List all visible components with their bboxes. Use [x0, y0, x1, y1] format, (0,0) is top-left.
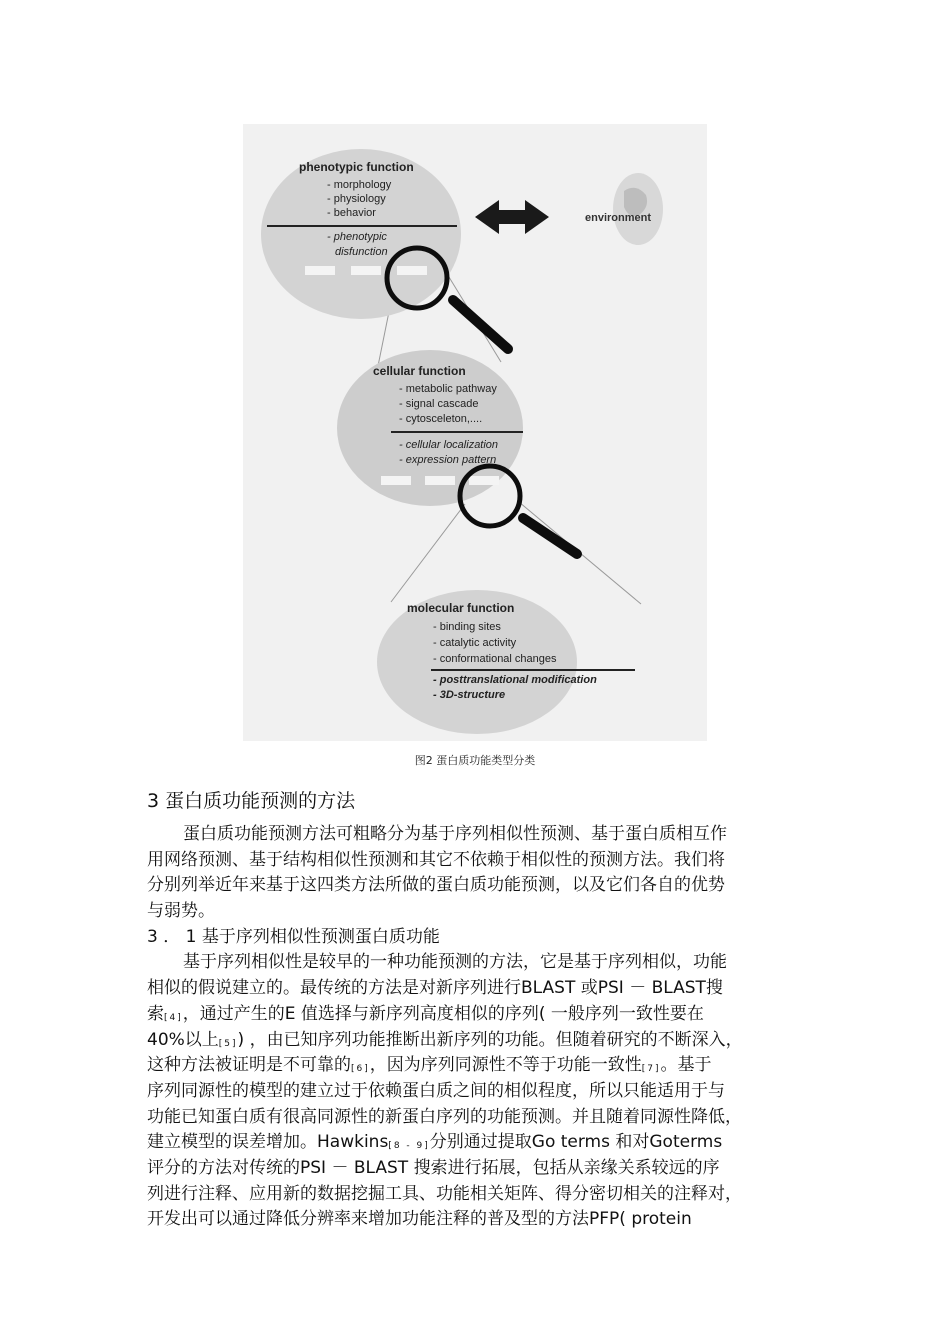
paragraph-line: 开发出可以通过降低分辨率来增加功能注释的普及型的方法PFP( protein [147, 1209, 692, 1230]
phenotypic-item: - phenotypic [327, 231, 387, 243]
molecular-item: - posttranslational modification [433, 674, 597, 686]
cell-thumbnail [305, 266, 335, 275]
text-run: ) ，由已知序列功能推断出新序列的功能。但随着研究的不断深入， [237, 1029, 743, 1050]
paragraph-line: 分别列举近年来基于这四类方法所做的蛋白质功能预测，以及它们各自的优势 [147, 875, 725, 896]
text-run: 建立模型的误差增加。Hawkins [147, 1132, 389, 1153]
molecular-item: - catalytic activity [433, 637, 517, 649]
cellular-item: - signal cascade [399, 398, 479, 410]
molecular-item: - conformational changes [433, 653, 557, 665]
molecular-function-title: molecular function [407, 601, 515, 615]
cell-thumbnail [469, 476, 499, 485]
citation-ref: [8 - 9] [388, 1141, 430, 1152]
paragraph-line: 功能已知蛋白质有很高同源性的新蛋白序列的功能预测。并且随着同源性降低， [147, 1106, 742, 1127]
paragraph-line [147, 1053, 827, 1079]
phenotypic-function-title: phenotypic function [299, 160, 414, 174]
paragraph-line: 评分的方法对传统的PSI － BLAST 搜索进行拓展，包括从亲缘关系较远的序 [147, 1157, 720, 1178]
paragraph-line: 与弱势。 [147, 901, 215, 922]
citation-ref: [7] [641, 1064, 661, 1075]
paragraph-line: 相似的假说建立的。最传统的方法是对新序列进行BLAST 或PSI － BLAST搜 [147, 978, 723, 999]
paragraph-line [147, 1130, 827, 1156]
subsection-heading: 3 ． 1 基于序列相似性预测蛋白质功能 [147, 926, 440, 947]
text-run: 这种方法被证明是不可靠的 [147, 1055, 351, 1076]
paragraph-line: 序列同源性的模型的建立过于依赖蛋白质之间的相似程度，所以只能适用于与 [147, 1080, 725, 1101]
cell-thumbnail [351, 266, 381, 275]
cellular-function-title: cellular function [373, 364, 466, 378]
paragraph-line: 基于序列相似性是较早的一种功能预测的方法，它是基于序列相似，功能 [183, 952, 727, 973]
section-heading: 3 蛋白质功能预测的方法 [147, 790, 356, 812]
text-run: 索 [147, 1003, 164, 1024]
cellular-item: - expression pattern [399, 454, 497, 466]
body-text [147, 822, 827, 1233]
phenotypic-item: - morphology [327, 179, 392, 191]
cellular-item: - cellular localization [399, 439, 499, 451]
figure-caption: 图2 蛋白质功能类型分类 [414, 754, 536, 767]
citation-ref: [4] [164, 1012, 183, 1023]
paragraph-line: 用网络预测、基于结构相似性预测和其它不依赖于相似性的预测方法。我们将 [147, 849, 725, 870]
cell-thumbnail [381, 476, 411, 485]
phenotypic-item: disfunction [335, 246, 388, 258]
citation-ref: [5] [218, 1038, 238, 1049]
cell-thumbnail [425, 476, 455, 485]
cellular-item: - cytosceleton,.... [399, 413, 483, 425]
paragraph-line [147, 1002, 827, 1028]
paragraph-line: 蛋白质功能预测方法可粗略分为基于序列相似性预测、基于蛋白质相互作 [183, 824, 727, 844]
phenotypic-item: - behavior [327, 207, 376, 219]
molecular-item: - 3D-structure [433, 689, 506, 701]
cell-thumbnail [397, 266, 427, 275]
text-run: 40%以上 [147, 1029, 219, 1050]
text-run: ，通过产生的E 值选择与新序列高度相似的序列( 一般序列一致性要在 [182, 1003, 704, 1024]
phenotypic-item: - physiology [327, 193, 386, 205]
cellular-item: - metabolic pathway [399, 383, 497, 395]
molecular-item: - binding sites [433, 621, 501, 633]
environment-label: environment [585, 212, 652, 224]
text-run: 分别通过提取Go terms 和对Goterms [429, 1132, 723, 1153]
paragraph-line [147, 1028, 827, 1054]
text-run: ，因为序列同源性不等于功能一致性 [369, 1055, 642, 1076]
paragraph-line: 列进行注释、应用新的数据挖掘工具、功能相关矩阵、得分密切相关的注释对， [147, 1183, 742, 1204]
figure-protein-function-levels [243, 124, 707, 741]
text-run: 。基于 [660, 1055, 712, 1076]
citation-ref: [6] [351, 1064, 370, 1075]
